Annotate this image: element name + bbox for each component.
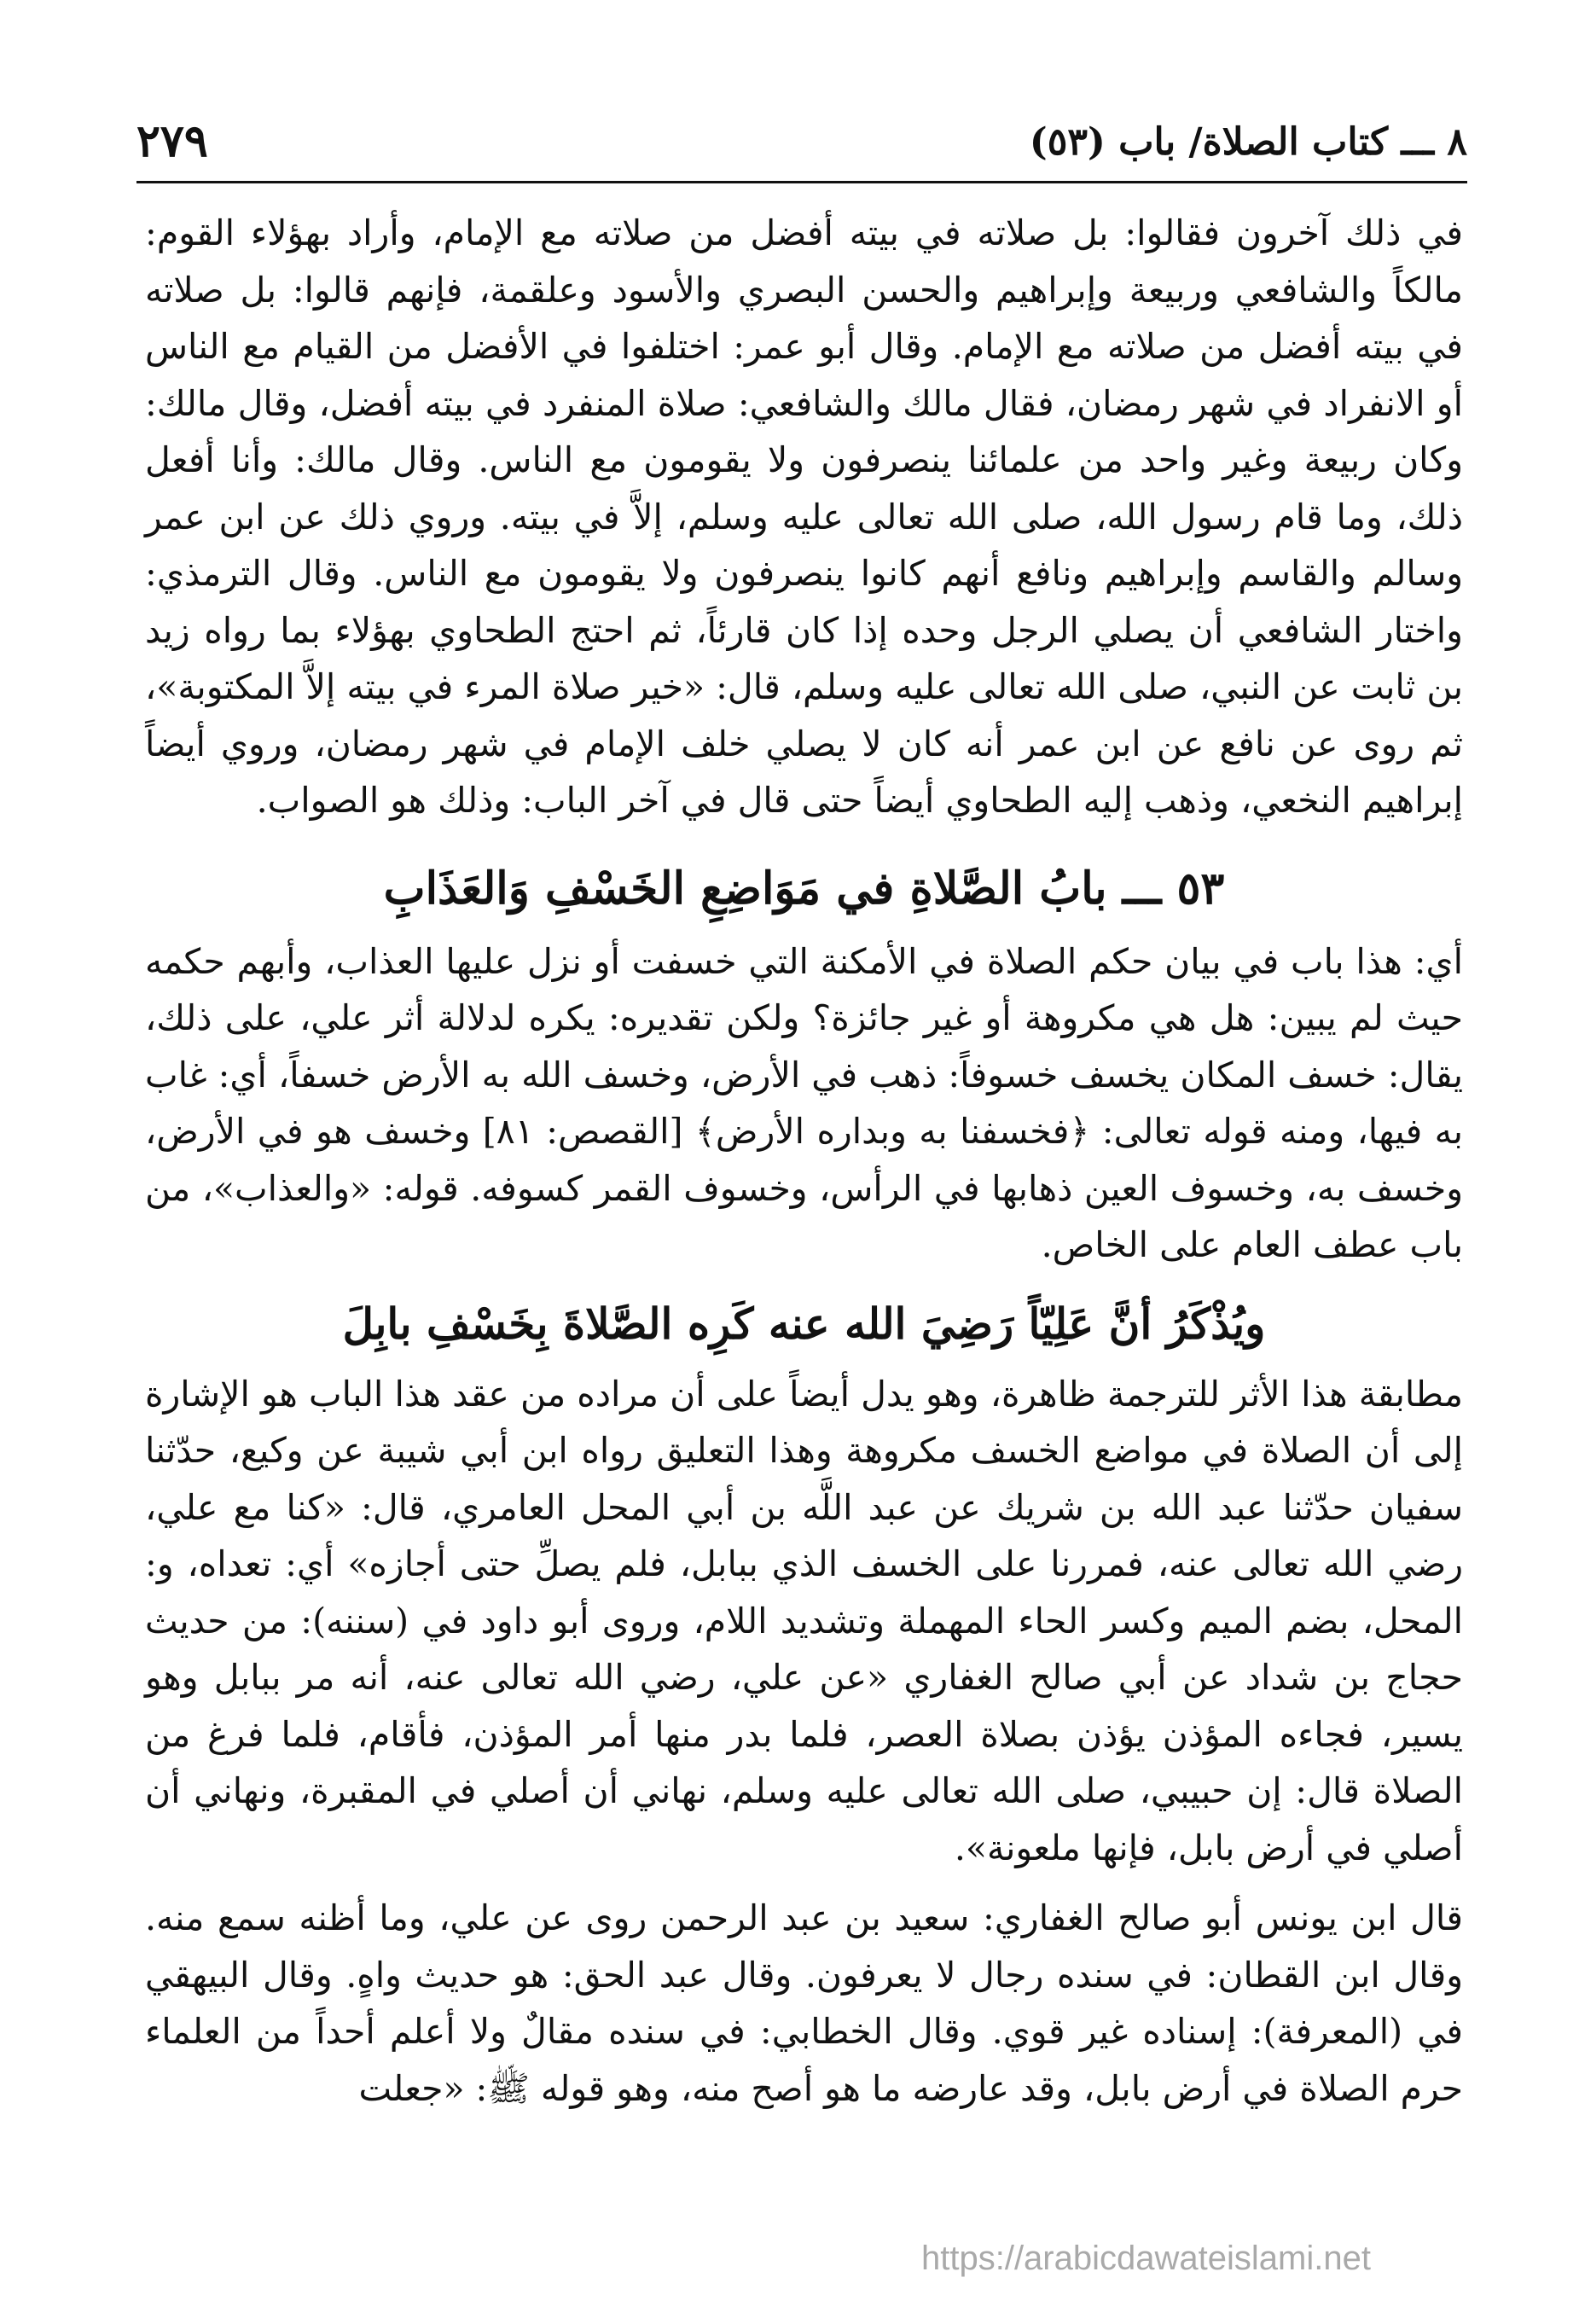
- header-divider: [136, 181, 1467, 183]
- running-header-title: ٨ ـــ كتاب الصلاة/ باب (٥٣): [1029, 120, 1467, 164]
- quoted-text-heading: ويُذْكَرُ أنَّ عَلِيّاً رَضِيَ الله عنه كَرِه الصَّلاةَ بِخَسْفِ بابِلَ: [342, 1298, 1266, 1349]
- paragraph-commentary: مطابقة هذا الأثر للترجمة ظاهرة، وهو يدل أيضاً على أن مراده من عقد هذا الباب هو الإشارة إلى أن الصلاة في مواضع الخسف مكروهة وهذا التعليق رواه ابن أبي شيبة عن وكيع، حدّثنا سفيان حدّثنا عبد الله بن شريك عن عبد اللَّه بن أبي المحل العامري، قال: «كنا مع علي، رضي الله تعالى عنه، فمررنا على الخسف الذي ببابل، فلم يصلِّ حتى أجازه» أي: تعداه، و: المحل، بضم الميم وكسر الحاء المهملة وتشديد اللام، وروى أبو داود في (سننه): من حديث حجاج بن شداد عن أبي صالح الغفاري «عن علي، رضي الله تعالى عنه، أنه مر ببابل وهو يسير، فجاءه المؤذن يؤذن بصلاة العصر، فلما بدر منها أمر المؤذن، فأقام، فلما فرغ من الصلاة قال: إن حبيبي، صلى الله تعالى عليه وسلم، نهاني أن أصلي في المقبرة، ونهاني أن أصلي في أرض بابل، فإنها ملعونة».: [145, 1373, 1463, 1868]
- page-body: [145, 205, 1463, 2117]
- page-header: [136, 115, 1467, 183]
- paragraph-chapter-explanation: أي: هذا باب في بيان حكم الصلاة في الأمكنة التي خسفت أو نزل عليها العذاب، وأبهم حكمه حيث لم يبين: هل هي مكروهة أو غير جائزة؟ ولكن تقديره: يكره لدلالة أثر علي، على ذلك، يقال: خسف المكان يخسف خسوفاً: ذهب في الأرض، وخسف الله به الأرض خسفاً، أي: غاب به فيها، ومنه قوله تعالى: ﴿فخسفنا به وبداره الأرض﴾ [القصص: ٨١] وخسف هو في الأرض، وخسف به، وخسوف العين ذهابها في الرأس، وخسوف القمر كسوفه. قوله: «والعذاب»، من باب عطف العام على الخاص.: [145, 940, 1463, 1265]
- chapter-heading: ٥٣ ـــ بابُ الصَّلاةِ في مَوَاضِعِ الخَسْفِ وَالعَذَابِ: [383, 862, 1225, 915]
- page-number: ٢٧٩: [136, 115, 208, 167]
- paragraph-narrator-criticism: قال ابن يونس أبو صالح الغفاري: سعيد بن عبد الرحمن روى عن علي، وما أظنه سمع منه. وقال ابن القطان: في سنده رجال لا يعرفون. وقال عبد الحق: هو حديث واهٍ. وقال البيهقي في (المعرفة): إسناده غير قوي. وقال الخطابي: في سنده مقالٌ ولا أعلم أحداً من العلماء حرم الصلاة في أرض بابل، وقد عارضه ما هو أصح منه، وهو قوله ﷺ: «جعلت: [145, 1897, 1463, 2109]
- watermark-url: https://arabicdawateislami.net: [921, 2240, 1371, 2277]
- paragraph-continuation: في ذلك آخرون فقالوا: بل صلاته في بيته أفضل من صلاته مع الإمام، وأراد بهؤلاء القوم: مالكاً والشافعي وربيعة وإبراهيم والحسن البصري والأسود وعلقمة، فإنهم قالوا: بل صلاته في بيته أفضل من صلاته مع الإمام. وقال أبو عمر: اختلفوا في الأفضل من القيام مع الناس أو الانفراد في شهر رمضان، فقال مالك والشافعي: صلاة المنفرد في بيته أفضل، وقال مالك: وكان ربيعة وغير واحد من علمائنا ينصرفون ولا يقومون مع الناس. وقال مالك: وأنا أفعل ذلك، وما قام رسول الله، صلى الله تعالى عليه وسلم، إلاَّ في بيته. وروي ذلك عن ابن عمر وسالم والقاسم وإبراهيم ونافع أنهم كانوا ينصرفون ولا يقومون مع الناس. وقال الترمذي: واختار الشافعي أن يصلي الرجل وحده إذا كان قارئاً، ثم احتج الطحاوي بهؤلاء بما رواه زيد بن ثابت عن النبي، صلى الله تعالى عليه وسلم، قال: «خير صلاة المرء في بيته إلاَّ المكتوبة»، ثم روى عن نافع عن ابن عمر أنه كان لا يصلي خلف الإمام في شهر رمضان، وروي أيضاً إبراهيم النخعي، وذهب إليه الطحاوي أيضاً حتى قال في آخر الباب: وذلك هو الصواب.: [145, 212, 1463, 821]
